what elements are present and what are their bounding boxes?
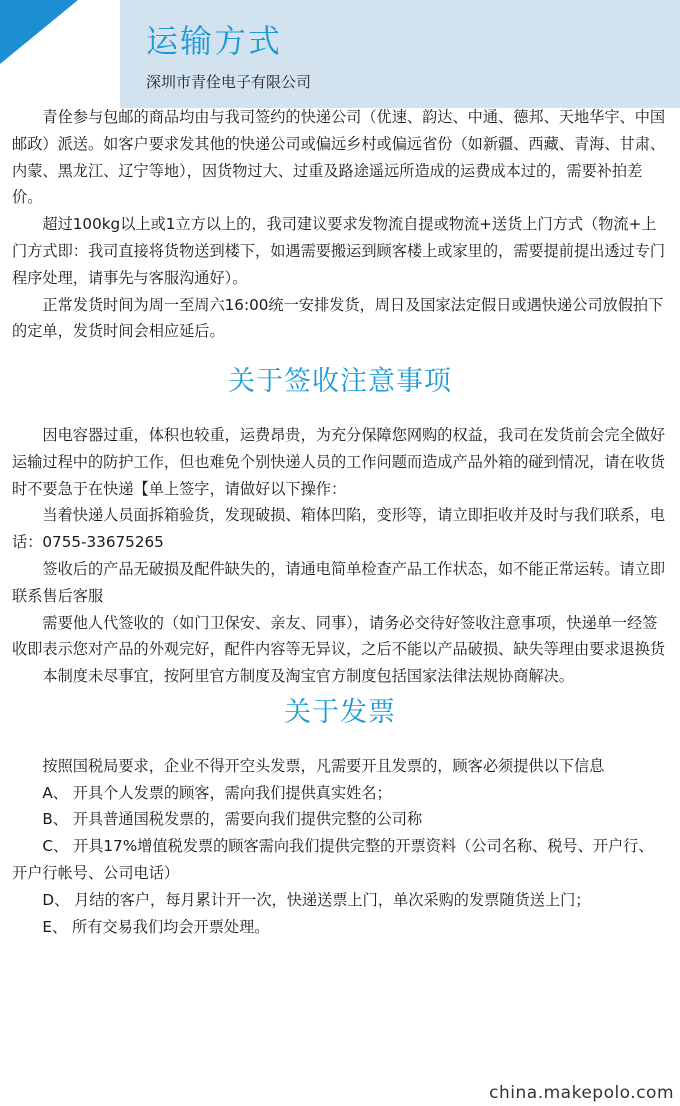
header-banner: [0, 0, 680, 108]
invoice-list-item: A、 开具个人发票的顾客，需向我们提供真实姓名；: [42, 783, 392, 802]
receipt-paragraph: 因电容器过重，体积也较重，运费昂贵，为充分保障您网购的权益，我司在发货前会完全做好运输过程中的防护工作，但也难免个别快递人员的工作问题而造成产品外箱的碰到情况，请在收货时不要急于在快递【单上签字，请做好以下操作：: [12, 425, 666, 498]
receipt-paragraph: 本制度未尽事宜，按阿里官方制度及淘宝官方制度包括国家法律法规协商解决。: [42, 667, 574, 686]
site-watermark: china.makepolo.com: [489, 1083, 674, 1103]
company-name: 深圳市青佺电子有限公司: [146, 73, 312, 91]
corner-triangle-graphic: [0, 0, 120, 108]
invoice-list-item: E、 所有交易我们均会开票处理。: [42, 917, 270, 936]
invoice-intro: 按照国税局要求，企业不得开空头发票，凡需要开且发票的，顾客必须提供以下信息: [42, 756, 605, 775]
receipt-paragraph: 当着快递人员面拆箱验货，发现破损、箱体凹陷，变形等，请立即拒收并及时与我们联系，电话：0755-33675265: [12, 506, 666, 552]
shipping-paragraph: 超过100kg以上或1立方以上的，我司建议要求发物流自提或物流+送货上门方式（物流+上门方式即：我司直接将货物送到楼下，如遇需要搬运到顾客楼上或家里的，需要提前提出透过专门程序处理，请事先与客服沟通好）。: [12, 215, 666, 287]
invoice-list-item: C、 开具17%增值税发票的顾客需向我们提供完整的开票资料（公司名称、税号、开户行、开户行帐号、公司电话）: [12, 837, 654, 882]
shipping-paragraph: 正常发货时间为周一至周六16:00统一安排发货，周日及国家法定假日或遇快递公司放假拍下的定单，发货时间会相应延后。: [12, 295, 664, 341]
receipt-paragraph: 签收后的产品无破损及配件缺失的，请通电简单检查产品工作状态，如不能正常运转。请立即联系售后客服: [12, 559, 666, 605]
receipt-section-title: 关于签收注意事项: [228, 366, 452, 398]
invoice-section-title: 关于发票: [284, 696, 396, 728]
invoice-list-item: D、 月结的客户，每月累计开一次，快递送票上门，单次采购的发票随货送上门；: [42, 890, 591, 909]
shipping-paragraph: 青佺参与包邮的商品均由与我司签约的快递公司（优速、韵达、中通、德邦、天地华宇、中国邮政）派送。如客户要求发其他的快递公司或偏远乡村或偏远省份（如新疆、西藏、青海、甘肃、内蒙、黑龙江、辽宁等地），因货物过大、过重及路途遥远所造成的运费成本过的，需要补拍差价。: [12, 108, 666, 207]
invoice-list-item: B、 开具普通国税发票的，需要向我们提供完整的公司称: [42, 810, 423, 829]
page-title: 运输方式: [146, 22, 283, 60]
main-content: [12, 104, 668, 940]
receipt-paragraph: 需要他人代签收的（如门卫保安、亲友、同事），请务必交待好签收注意事项，快递单一经签收即表示您对产品的外观完好，配件内容等无异议，之后不能以产品破损、缺失等理由要求退换货: [12, 613, 666, 659]
